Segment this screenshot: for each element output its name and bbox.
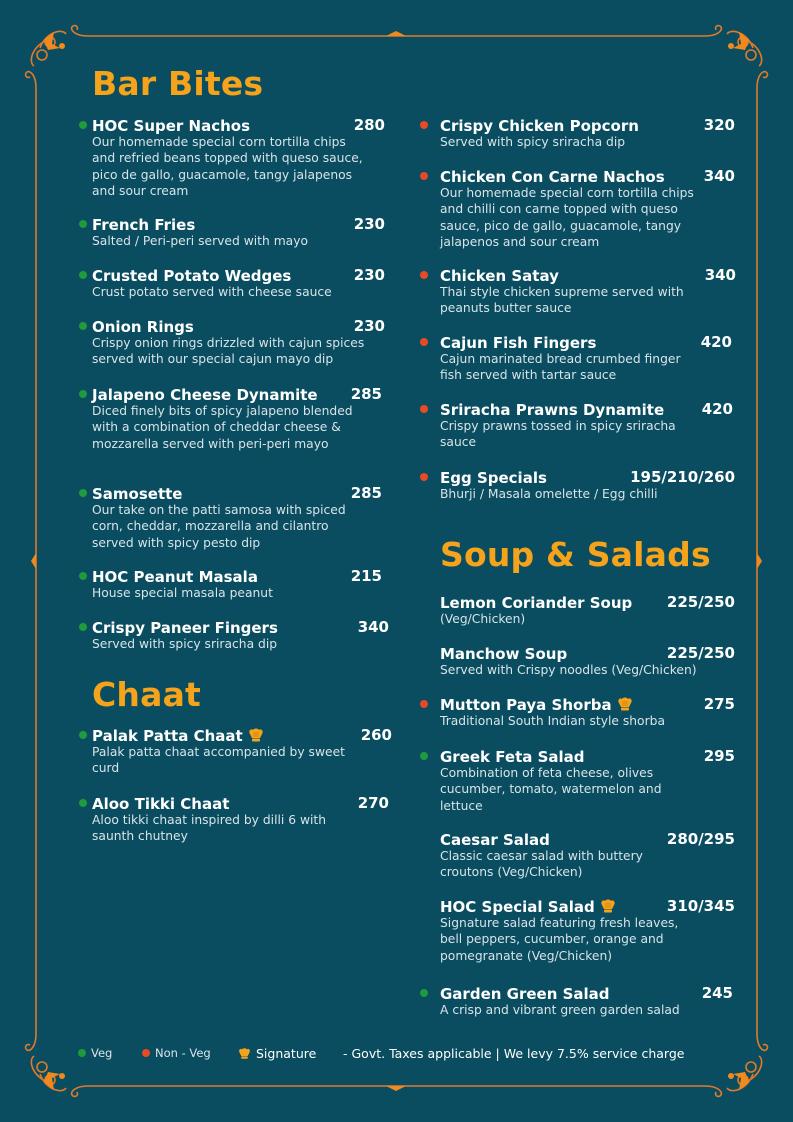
veg-indicator-icon (79, 731, 87, 739)
menu-item-aloo-tikki-chaat: Aloo Tikki Chaat 270 Aloo tikki chaat inspired by dilli 6 with saunth chutney (92, 794, 389, 845)
menu-item-chicken-con-carne-nachos: Chicken Con Carne Nachos 340 Our homemade special corn tortilla chips and chilli con carne topped with queso sauce, pico de gallo, guacamole, tangy jalapenos and sour cream (440, 167, 735, 250)
legend-signature: Signature (238, 1046, 316, 1061)
nonveg-indicator-icon (420, 473, 428, 481)
menu-item-mutton-paya-shorba: Mutton Paya Shorba 275 Traditional South Indian style shorba (440, 695, 735, 729)
veg-indicator-icon (420, 752, 428, 760)
menu-item-crispy-paneer-fingers: Crispy Paneer Fingers 340 Served with spicy sriracha dip (92, 618, 389, 652)
nonveg-indicator-icon (420, 121, 428, 129)
nonveg-indicator-icon (420, 338, 428, 346)
section-title-soup-salads: Soup & Salads (440, 535, 711, 574)
nonveg-indicator-icon (420, 700, 428, 708)
menu-item-greek-feta-salad: Greek Feta Salad 295 Combination of feta cheese, olives cucumber, tomato, watermelon and lettuce (440, 747, 735, 814)
menu-item-hoc-peanut-masala: HOC Peanut Masala 215 House special masala peanut (92, 567, 382, 601)
veg-indicator-icon (420, 989, 428, 997)
menu-item-garden-green-salad: Garden Green Salad 245 A crisp and vibrant green garden salad (440, 984, 733, 1018)
menu-item-jalapeno-cheese-dynamite: Jalapeno Cheese Dynamite 285 Diced finely bits of spicy jalapeno blended with a combination of cheddar cheese & mozzarella served with peri-peri mayo (92, 385, 382, 452)
menu-item-manchow-soup: Manchow Soup 225/250 Served with Crispy noodles (Veg/Chicken) (440, 644, 735, 677)
nonveg-indicator-icon (420, 271, 428, 279)
corner-ornament-bottom-left (26, 1034, 88, 1096)
legend-veg: Veg (78, 1046, 112, 1060)
veg-indicator-icon (79, 121, 87, 129)
menu-item-sriracha-prawns-dynamite: Sriracha Prawns Dynamite 420 Crispy prawns tossed in spicy sriracha sauce (440, 400, 733, 451)
veg-indicator-icon (79, 322, 87, 330)
menu-item-lemon-coriander-soup: Lemon Coriander Soup 225/250 (Veg/Chicken) (440, 593, 735, 626)
veg-dot-icon (78, 1049, 86, 1057)
section-title-bar-bites: Bar Bites (92, 64, 264, 103)
menu-item-crusted-potato-wedges: Crusted Potato Wedges 230 Crust potato served with cheese sauce (92, 266, 385, 300)
veg-indicator-icon (79, 623, 87, 631)
menu-item-crispy-chicken-popcorn: Crispy Chicken Popcorn 320 Served with spicy sriracha dip (440, 116, 735, 150)
corner-ornament-top-right (705, 26, 767, 88)
menu-item-caesar-salad: Caesar Salad 280/295 Classic caesar salad with buttery croutons (Veg/Chicken) (440, 830, 735, 880)
menu-item-onion-rings: Onion Rings 230 Crispy onion rings drizzled with cajun spices served with our special cajun mayo dip (92, 317, 385, 368)
veg-indicator-icon (79, 799, 87, 807)
corner-ornament-top-left (26, 26, 88, 88)
legend-nonveg: Non - Veg (142, 1046, 211, 1060)
menu-item-hoc-special-salad: HOC Special Salad 310/345 Signature salad featuring fresh leaves, bell peppers, cucumber, orange and pomegranate (Veg/Chicken) (440, 897, 735, 963)
signature-chef-hat-icon (238, 1047, 251, 1060)
menu-item-chicken-satay: Chicken Satay 340 Thai style chicken supreme served with peanuts butter sauce (440, 266, 736, 317)
signature-chef-hat-icon (617, 697, 633, 711)
veg-indicator-icon (79, 271, 87, 279)
menu-item-cajun-fish-fingers: Cajun Fish Fingers 420 Cajun marinated bread crumbed finger fish served with tartar sauce (440, 333, 732, 384)
nonveg-dot-icon (142, 1049, 150, 1057)
menu-item-french-fries: French Fries 230 Salted / Peri-peri served with mayo (92, 215, 385, 249)
tax-note: - Govt. Taxes applicable | We levy 7.5% service charge (343, 1046, 685, 1061)
nonveg-indicator-icon (420, 405, 428, 413)
veg-indicator-icon (79, 390, 87, 398)
menu-item-palak-patta-chaat: Palak Patta Chaat 260 Palak patta chaat accompanied by sweet curd (92, 726, 392, 777)
menu-item-egg-specials: Egg Specials 195/210/260 Bhurji / Masala omelette / Egg chilli (440, 468, 735, 502)
signature-chef-hat-icon (600, 899, 616, 913)
corner-ornament-bottom-right (705, 1034, 767, 1096)
section-title-chaat: Chaat (92, 675, 202, 714)
veg-indicator-icon (79, 489, 87, 497)
veg-indicator-icon (79, 572, 87, 580)
menu-item-samosette: Samosette 285 Our take on the patti samosa with spiced corn, cheddar, mozzarella and cilantro served with spicy pesto dip (92, 484, 382, 551)
menu-item-hoc-super-nachos: HOC Super Nachos 280 Our homemade special corn tortilla chips and refried beans topped with queso sauce, pico de gallo, guacamole, tangy jalapenos and sour cream (92, 116, 385, 199)
nonveg-indicator-icon (420, 172, 428, 180)
veg-indicator-icon (79, 220, 87, 228)
signature-chef-hat-icon (248, 728, 264, 742)
